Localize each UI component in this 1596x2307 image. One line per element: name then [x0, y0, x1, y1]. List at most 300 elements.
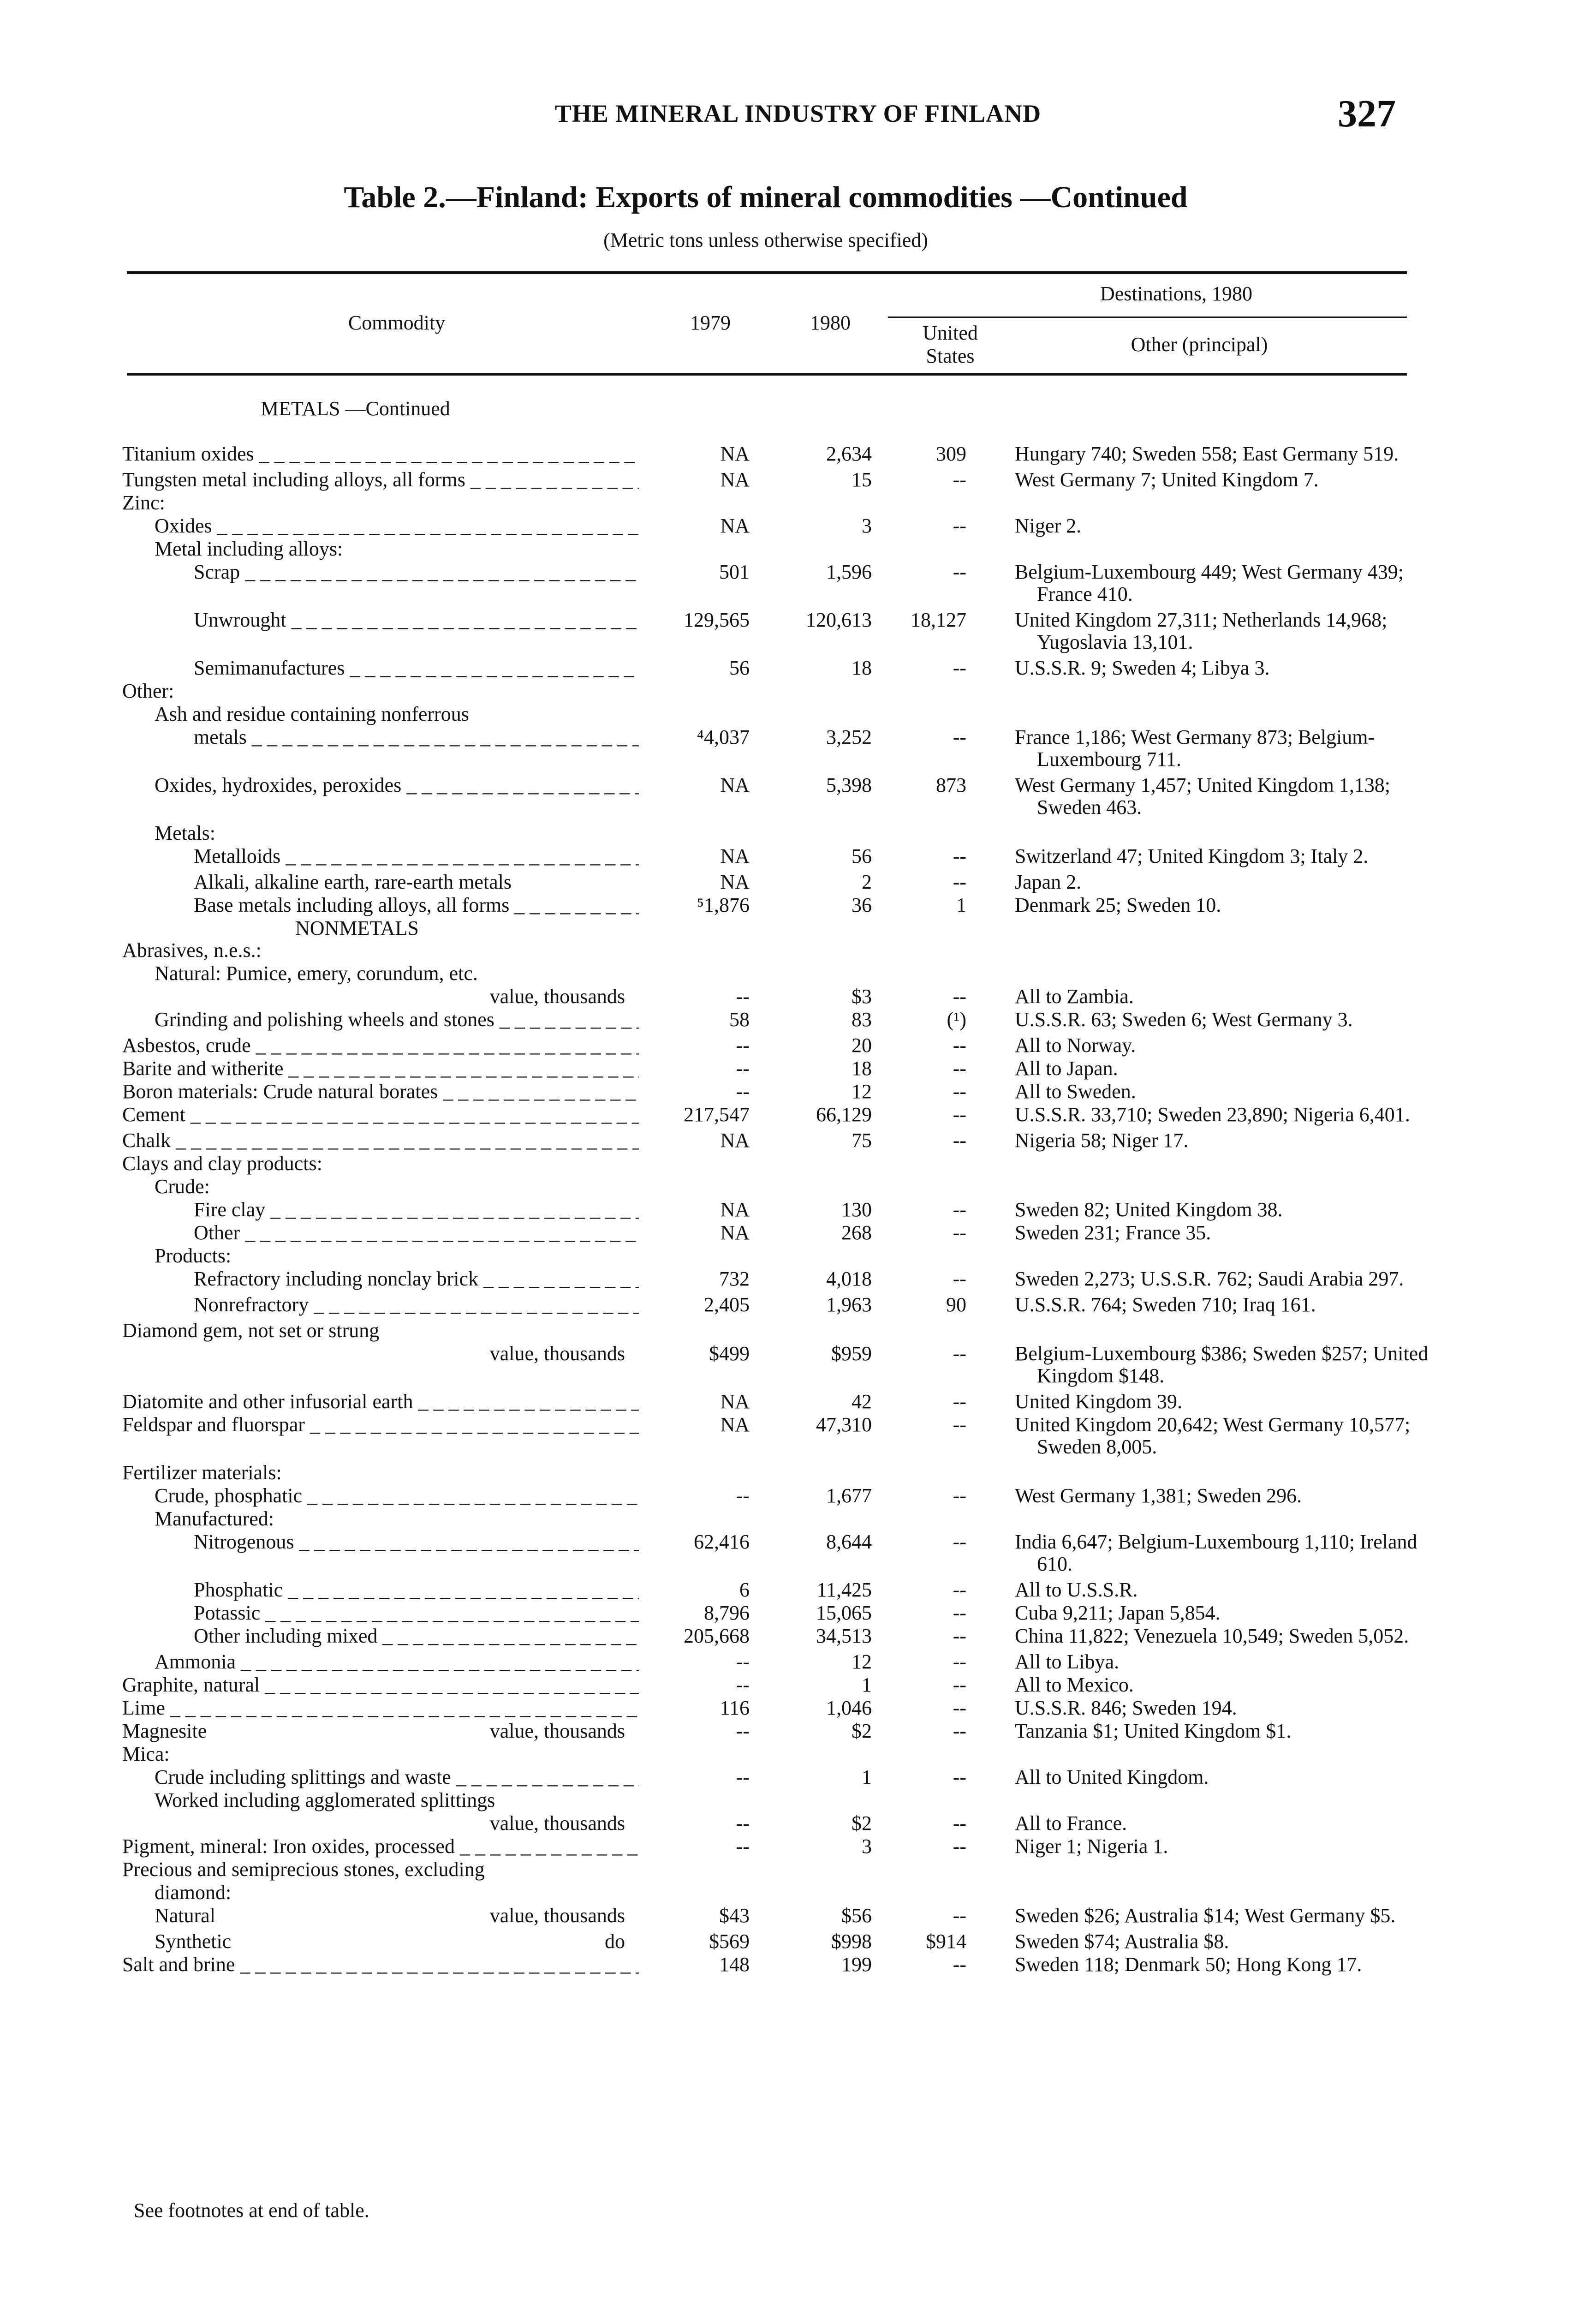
table-row: [0, 962, 1596, 985]
table-row: [0, 1651, 1596, 1673]
value-other-destinations: [1015, 1954, 1430, 1976]
value-1979: [639, 1743, 750, 1765]
value-other-destinations: [1015, 1245, 1430, 1267]
commodity-name: Abrasives, n.e.s.:: [122, 939, 262, 962]
commodity-cell: [0, 1081, 639, 1103]
section-nonmetals: NONMETALS: [295, 917, 419, 939]
other-destinations-text: All to Japan.: [1015, 1057, 1118, 1080]
value-united-states: --: [953, 1129, 966, 1152]
commodity-name: Crude:: [155, 1176, 210, 1198]
value-1980: 15,065: [816, 1602, 872, 1624]
other-destinations-text: Tanzania $1; United Kingdom $1.: [1015, 1720, 1292, 1742]
value-1979: --: [736, 1812, 750, 1835]
other-destinations-text: All to Zambia.: [1015, 985, 1134, 1008]
value-1979: NA: [720, 774, 750, 796]
value-united-states: [872, 1789, 973, 1811]
commodity-cell: [0, 1812, 639, 1835]
commodity-name: Diatomite and other infusorial earth _ _ _: [122, 1391, 639, 1413]
other-destinations-text: U.S.S.R. 9; Sweden 4; Libya 3.: [1015, 657, 1270, 679]
commodity-name: Unwrought _ _ _: [194, 609, 639, 631]
table-row: [0, 703, 1596, 725]
value-1980: [750, 703, 872, 725]
other-destinations-text: Sweden 231; France 35.: [1015, 1221, 1211, 1244]
value-1980: [750, 538, 872, 560]
other-destinations-text: West Germany 1,457; United Kingdom 1,138; Sweden 463.: [1015, 774, 1391, 819]
other-destinations-text: U.S.S.R. 846; Sweden 194.: [1015, 1697, 1237, 1719]
destinations-rule: [888, 317, 1407, 318]
value-1979: [639, 1320, 750, 1342]
value-1980: [750, 822, 872, 844]
value-1980: 3: [862, 514, 872, 537]
running-head: THE MINERAL INDUSTRY OF FINLAND: [554, 100, 1042, 127]
value-other-destinations: [1015, 1651, 1430, 1673]
header-other-principal: Other (principal): [1131, 333, 1268, 356]
value-united-states: [872, 1153, 973, 1175]
value-1979: 501: [719, 561, 750, 583]
value-1979: [639, 1462, 750, 1484]
commodity-cell: [0, 1009, 639, 1031]
value-other-destinations: [1015, 1222, 1430, 1244]
commodity-name: Tungsten metal including alloys, all forms _ _ _: [122, 469, 639, 491]
commodity-name: Salt and brine _ _ _: [122, 1954, 639, 1976]
value-other-destinations: [1015, 1034, 1430, 1057]
header-bottom-rule: [127, 373, 1407, 376]
other-destinations-text: All to Mexico.: [1015, 1673, 1134, 1696]
table-row: [0, 1058, 1596, 1080]
value-other-destinations: [1015, 1743, 1430, 1765]
value-united-states: --: [953, 1484, 966, 1507]
value-1979: --: [736, 1034, 750, 1057]
commodity-name: Metalloids _ _ _: [194, 845, 639, 867]
value-other-destinations: [1015, 1720, 1430, 1742]
value-united-states: --: [953, 514, 966, 537]
value-other-destinations: [1015, 726, 1430, 771]
table-row: [0, 492, 1596, 514]
header-commodity: Commodity: [348, 311, 446, 334]
commodity-cell: [0, 894, 639, 916]
table-row: [0, 939, 1596, 962]
value-1979: NA: [720, 871, 750, 893]
value-1979: [639, 1882, 750, 1904]
value-other-destinations: [1015, 1485, 1430, 1507]
table-row: [0, 1176, 1596, 1198]
table-row: [0, 538, 1596, 560]
value-other-destinations: [1015, 1882, 1430, 1904]
value-united-states: --: [953, 1057, 966, 1080]
value-1980: $998: [831, 1930, 872, 1953]
table-row: [0, 1508, 1596, 1530]
value-united-states: [872, 680, 973, 702]
table-row: [0, 1034, 1596, 1057]
commodity-name: Zinc:: [122, 492, 165, 514]
other-destinations-text: Hungary 740; Sweden 558; East Germany 519.: [1015, 442, 1399, 465]
value-1980: 3: [862, 1835, 872, 1858]
value-1980: 12: [852, 1650, 872, 1673]
value-other-destinations: [1015, 1531, 1430, 1575]
value-united-states: --: [953, 1413, 966, 1436]
table-row: [0, 443, 1596, 465]
table-row: [0, 1905, 1596, 1927]
value-united-states: --: [953, 657, 966, 679]
other-destinations-text: Nigeria 58; Niger 17.: [1015, 1129, 1189, 1152]
other-destinations-text: U.S.S.R. 33,710; Sweden 23,890; Nigeria 6,401.: [1015, 1103, 1410, 1126]
commodity-cell: [0, 561, 639, 605]
value-1979: NA: [720, 845, 750, 867]
value-united-states: --: [953, 1342, 966, 1365]
value-united-states: --: [953, 468, 966, 491]
table-row: [0, 1930, 1596, 1953]
value-other-destinations: [1015, 680, 1430, 702]
value-1979: NA: [720, 1129, 750, 1152]
commodity-cell: [0, 1245, 639, 1267]
value-1980: 1,963: [826, 1293, 872, 1316]
table-row: [0, 1789, 1596, 1811]
other-destinations-text: All to U.S.S.R.: [1015, 1578, 1138, 1601]
commodity-name: Ammonia _ _ _: [155, 1651, 639, 1673]
value-1980: 12: [852, 1080, 872, 1103]
value-other-destinations: [1015, 822, 1430, 844]
value-1979: [639, 492, 750, 514]
value-1980: [750, 1153, 872, 1175]
unit-label: value, thousands: [486, 1905, 625, 1927]
header-1980: 1980: [810, 311, 851, 334]
commodity-name: Diamond gem, not set or strung: [122, 1320, 380, 1342]
table-row: [0, 1343, 1596, 1387]
value-united-states: --: [953, 726, 966, 748]
table-row: [0, 469, 1596, 491]
table-row: [0, 1720, 1596, 1742]
table-row: [0, 609, 1596, 653]
value-united-states: --: [953, 1034, 966, 1057]
value-united-states: --: [953, 1673, 966, 1696]
table-row: [0, 1130, 1596, 1152]
table-title: Table 2.—Finland: Exports of mineral commodities —Continued: [344, 180, 1188, 214]
value-1979: [639, 1176, 750, 1198]
commodity-name: Metal including alloys:: [155, 538, 343, 560]
value-other-destinations: [1015, 1812, 1430, 1835]
table-row: [0, 1697, 1596, 1719]
value-1980: 36: [852, 894, 872, 916]
value-united-states: --: [953, 1530, 966, 1553]
value-1979: [639, 962, 750, 985]
commodity-name: Worked including agglomerated splittings: [155, 1789, 495, 1811]
value-united-states: --: [953, 561, 966, 583]
value-1979: [639, 822, 750, 844]
value-1979: $43: [719, 1904, 750, 1927]
table-row: [0, 986, 1596, 1008]
value-1980: 1: [862, 1673, 872, 1696]
table-body: [0, 443, 1596, 1979]
value-1980: $2: [852, 1720, 872, 1742]
value-united-states: [872, 822, 973, 844]
other-destinations-text: Niger 2.: [1015, 514, 1082, 537]
commodity-cell: [0, 1882, 639, 1904]
header-destinations: Destinations, 1980: [1100, 282, 1252, 305]
value-other-destinations: [1015, 1674, 1430, 1696]
value-1979: NA: [720, 442, 750, 465]
value-other-destinations: [1015, 939, 1430, 962]
commodity-name: Fertilizer materials:: [122, 1462, 282, 1484]
commodity-name: Feldspar and fluorspar _ _ _: [122, 1414, 639, 1436]
commodity-cell: [0, 492, 639, 514]
table-row: [0, 822, 1596, 844]
value-other-destinations: [1015, 703, 1430, 725]
commodity-cell: [0, 1343, 639, 1387]
commodity-name: Synthetic: [155, 1930, 232, 1953]
other-destinations-text: United Kingdom 27,311; Netherlands 14,968; Yugoslavia 13,101.: [1015, 609, 1388, 653]
value-1980: 199: [841, 1953, 872, 1976]
value-united-states: --: [953, 1650, 966, 1673]
commodity-cell: [0, 1579, 639, 1601]
commodity-cell: [0, 1930, 639, 1953]
other-destinations-text: Sweden 2,273; U.S.S.R. 762; Saudi Arabia 297.: [1015, 1267, 1404, 1290]
value-1980: [750, 962, 872, 985]
commodity-name: Boron materials: Crude natural borates _ _ _: [122, 1081, 639, 1103]
value-other-destinations: [1015, 609, 1430, 653]
commodity-cell: [0, 1674, 639, 1696]
value-1979: --: [736, 1057, 750, 1080]
value-1979: 6: [739, 1578, 750, 1601]
value-united-states: --: [953, 1953, 966, 1976]
table-row: [0, 1414, 1596, 1458]
commodity-cell: [0, 609, 639, 653]
commodity-name: Other including mixed _ _ _: [194, 1625, 639, 1647]
value-1980: 3,252: [826, 726, 872, 748]
value-1980: 4,018: [826, 1267, 872, 1290]
commodity-cell: [0, 1766, 639, 1788]
commodity-name: Scrap _ _ _: [194, 561, 639, 583]
value-united-states: --: [953, 1221, 966, 1244]
table-row: [0, 1104, 1596, 1126]
table-row: [0, 1294, 1596, 1316]
table-row: [0, 1602, 1596, 1624]
other-destinations-text: Sweden 82; United Kingdom 38.: [1015, 1198, 1283, 1221]
commodity-name: Crude including splittings and waste _ _ _: [155, 1766, 639, 1788]
value-1980: 47,310: [816, 1413, 872, 1436]
value-1979: 62,416: [694, 1530, 750, 1553]
value-1980: [750, 1508, 872, 1530]
table-row: [0, 515, 1596, 537]
commodity-cell: [0, 1531, 639, 1575]
value-1979: --: [736, 1650, 750, 1673]
value-1979: 732: [719, 1267, 750, 1290]
table-row: [0, 894, 1596, 916]
value-1980: [750, 492, 872, 514]
commodity-cell: [0, 871, 639, 893]
table-row: [0, 1222, 1596, 1244]
value-1979: [639, 538, 750, 560]
commodity-name: Ash and residue containing nonferrous: [155, 703, 469, 725]
commodity-name: Manufactured:: [155, 1508, 274, 1530]
other-destinations-text: India 6,647; Belgium-Luxembourg 1,110; Ireland 610.: [1015, 1530, 1417, 1575]
table-row: [0, 845, 1596, 867]
value-other-destinations: [1015, 538, 1430, 560]
other-destinations-text: Denmark 25; Sweden 10.: [1015, 894, 1221, 916]
value-other-destinations: [1015, 1625, 1430, 1647]
value-1979: NA: [720, 468, 750, 491]
commodity-cell: [0, 680, 639, 702]
table-row: [0, 1268, 1596, 1290]
value-united-states: --: [953, 1578, 966, 1601]
value-1979: 58: [729, 1008, 750, 1031]
commodity-name: metals _ _ _: [194, 726, 639, 748]
value-united-states: --: [953, 1080, 966, 1103]
header-top-rule: [127, 271, 1407, 274]
commodity-cell: [0, 822, 639, 844]
header-1979: 1979: [690, 311, 731, 334]
value-united-states: --: [953, 1835, 966, 1858]
table-row: [0, 774, 1596, 819]
value-united-states: --: [953, 845, 966, 867]
value-other-destinations: [1015, 986, 1430, 1008]
value-1979: [639, 1789, 750, 1811]
value-united-states: [872, 703, 973, 725]
value-1980: 20: [852, 1034, 872, 1057]
unit-label: value, thousands: [486, 986, 625, 1008]
other-destinations-text: U.S.S.R. 764; Sweden 710; Iraq 161.: [1015, 1293, 1316, 1316]
commodity-cell: [0, 962, 639, 985]
table-row: [0, 1153, 1596, 1175]
value-1979: --: [736, 1720, 750, 1742]
commodity-cell: [0, 845, 639, 867]
value-united-states: [872, 1859, 973, 1881]
value-united-states: [872, 1462, 973, 1484]
commodity-name: diamond:: [155, 1882, 232, 1904]
value-1980: 56: [852, 845, 872, 867]
value-1979: $569: [709, 1930, 750, 1953]
value-1980: 1: [862, 1766, 872, 1788]
value-other-destinations: [1015, 1905, 1430, 1927]
value-other-destinations: [1015, 1508, 1430, 1530]
unit-label: value, thousands: [486, 1720, 625, 1742]
footnote: See footnotes at end of table.: [134, 2199, 369, 2222]
commodity-name: Nonrefractory _ _ _: [194, 1294, 639, 1316]
value-united-states: --: [953, 985, 966, 1008]
value-united-states: 309: [936, 442, 966, 465]
value-united-states: [872, 492, 973, 514]
value-united-states: [872, 1508, 973, 1530]
commodity-cell: [0, 1130, 639, 1152]
value-1979: --: [736, 1766, 750, 1788]
commodity-name: Cement _ _ _: [122, 1104, 639, 1126]
value-1979: ⁵1,876: [697, 894, 750, 916]
commodity-cell: [0, 515, 639, 537]
value-1980: 42: [852, 1390, 872, 1413]
value-1979: $499: [709, 1342, 750, 1365]
commodity-name: Metals:: [155, 822, 215, 844]
value-united-states: 1: [956, 894, 966, 916]
value-1979: [639, 1245, 750, 1267]
commodity-name: Fire clay _ _ _: [194, 1199, 639, 1221]
value-1980: 83: [852, 1008, 872, 1031]
table-row: [0, 1199, 1596, 1221]
commodity-name: Products:: [155, 1245, 232, 1267]
value-other-destinations: [1015, 657, 1430, 679]
commodity-name: Refractory including nonclay brick _ _ _: [194, 1268, 639, 1290]
other-destinations-text: West Germany 7; United Kingdom 7.: [1015, 468, 1319, 491]
commodity-cell: [0, 1320, 639, 1342]
other-destinations-text: United Kingdom 20,642; West Germany 10,577; Sweden 8,005.: [1015, 1413, 1411, 1458]
section-heading-row: [0, 917, 1596, 939]
other-destinations-text: All to Norway.: [1015, 1034, 1136, 1057]
commodity-name: Clays and clay products:: [122, 1153, 322, 1175]
commodity-name: Pigment, mineral: Iron oxides, processed _ _ _: [122, 1835, 639, 1858]
commodity-cell: [0, 703, 639, 725]
commodity-cell: [0, 1176, 639, 1198]
value-other-destinations: [1015, 561, 1430, 605]
commodity-cell: [0, 1104, 639, 1126]
section-metals: METALS —Continued: [261, 397, 450, 420]
value-united-states: --: [953, 1720, 966, 1742]
value-1980: 120,613: [806, 609, 872, 631]
value-1979: --: [736, 985, 750, 1008]
value-united-states: --: [953, 871, 966, 893]
value-1979: [639, 939, 750, 962]
value-1979: ⁴4,037: [697, 726, 750, 748]
other-destinations-text: France 1,186; West Germany 873; Belgium-Luxembourg 711.: [1015, 726, 1375, 771]
table-row: [0, 1009, 1596, 1031]
value-other-destinations: [1015, 1199, 1430, 1221]
value-1979: [639, 1508, 750, 1530]
other-destinations-text: United Kingdom 39.: [1015, 1390, 1182, 1413]
other-destinations-text: All to Libya.: [1015, 1650, 1120, 1673]
value-united-states: [872, 939, 973, 962]
commodity-name: Natural: Pumice, emery, corundum, etc.: [155, 962, 478, 985]
value-1980: $3: [852, 985, 872, 1008]
value-1979: [639, 703, 750, 725]
table-row: [0, 726, 1596, 771]
value-united-states: (¹): [947, 1008, 966, 1031]
value-united-states: --: [953, 1267, 966, 1290]
value-1979: 129,565: [684, 609, 750, 631]
commodity-name: Alkali, alkaline earth, rare-earth metals: [194, 871, 512, 893]
value-united-states: [872, 1743, 973, 1765]
page-number: 327: [1338, 92, 1396, 135]
value-other-destinations: [1015, 845, 1430, 867]
value-united-states: 90: [946, 1293, 966, 1316]
value-1979: 116: [720, 1697, 750, 1719]
value-other-destinations: [1015, 1579, 1430, 1601]
value-other-destinations: [1015, 1268, 1430, 1290]
value-1980: 34,513: [816, 1625, 872, 1647]
table-row: [0, 1485, 1596, 1507]
value-united-states: --: [953, 1904, 966, 1927]
value-other-destinations: [1015, 1176, 1430, 1198]
value-united-states: [872, 1320, 973, 1342]
other-destinations-text: All to United Kingdom.: [1015, 1766, 1209, 1788]
value-united-states: 18,127: [911, 609, 966, 631]
value-other-destinations: [1015, 774, 1430, 819]
table-row: [0, 1743, 1596, 1765]
other-destinations-text: Cuba 9,211; Japan 5,854.: [1015, 1602, 1221, 1624]
value-other-destinations: [1015, 515, 1430, 537]
value-1980: $56: [841, 1904, 872, 1927]
commodity-cell: [0, 1625, 639, 1647]
value-1980: 18: [852, 1057, 872, 1080]
table-row: [0, 1674, 1596, 1696]
value-united-states: --: [953, 1766, 966, 1788]
value-united-states: --: [953, 1625, 966, 1647]
value-other-destinations: [1015, 1789, 1430, 1811]
commodity-cell: [0, 1651, 639, 1673]
commodity-cell: [0, 469, 639, 491]
value-other-destinations: [1015, 962, 1430, 985]
value-1980: $959: [831, 1342, 872, 1365]
commodity-cell: [0, 1743, 639, 1765]
commodity-name: Natural: [155, 1905, 215, 1927]
commodity-cell: [0, 1268, 639, 1290]
commodity-cell: [0, 1602, 639, 1624]
